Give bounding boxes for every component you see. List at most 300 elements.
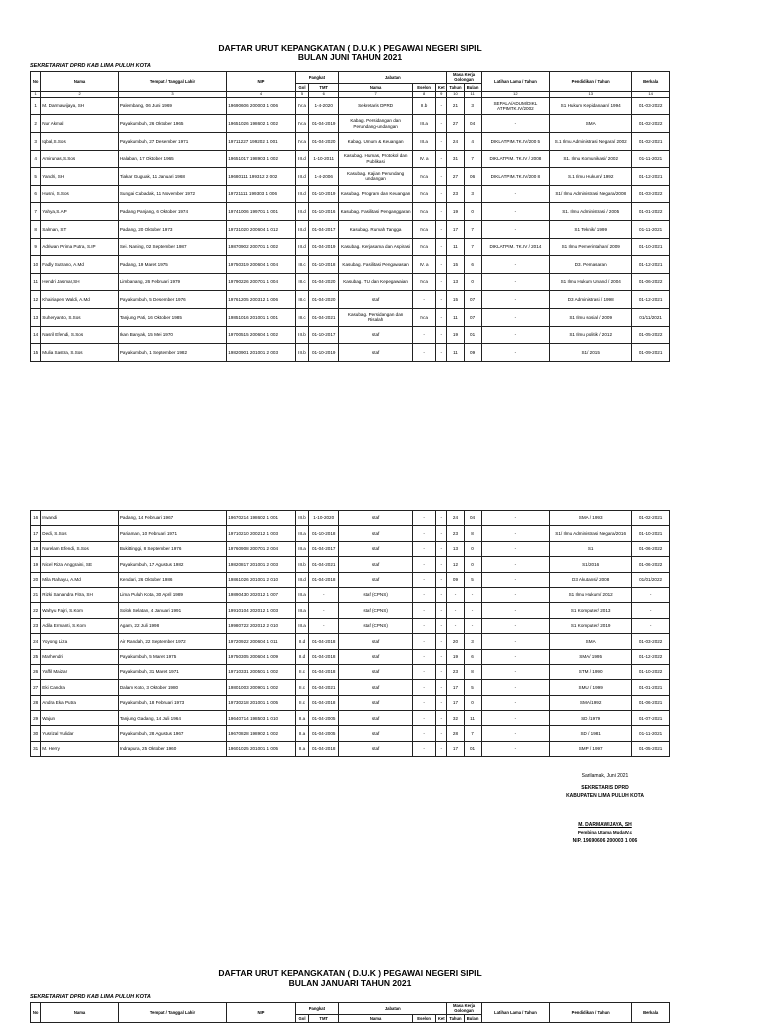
cell-tahun: - bbox=[447, 618, 464, 633]
cell-tmt: 01-04-2018 bbox=[309, 649, 339, 664]
cell-ttl: Pariaman, 10 Februari 1971 bbox=[118, 526, 226, 541]
cell-bulan: 0 bbox=[464, 273, 481, 291]
cell-bulan: 01 bbox=[464, 326, 481, 344]
cell-ket: - bbox=[436, 572, 447, 587]
cell-bulan: 0 bbox=[464, 695, 481, 710]
cell-latihan: - bbox=[481, 115, 549, 133]
table-row bbox=[31, 256, 670, 274]
cell-ttl: Palembang, 06 Juni 1969 bbox=[118, 97, 226, 115]
cell-jabatan: staf (CPNS) bbox=[339, 587, 413, 602]
cell-eselon: - bbox=[413, 649, 436, 664]
cell-berkala: 01-12-2021 bbox=[632, 291, 670, 309]
cell-ket: - bbox=[436, 326, 447, 344]
table-row bbox=[31, 203, 670, 221]
header-ket: Ket bbox=[436, 83, 447, 91]
cell-no: 23 bbox=[31, 618, 41, 633]
cell-gol: II.c bbox=[295, 695, 309, 710]
cell-jabatan: Kasubag. Kerjasama dan Aspirasi bbox=[339, 238, 413, 256]
cell-jabatan: staf bbox=[339, 680, 413, 695]
cell-bulan: 09 bbox=[464, 344, 481, 362]
cell-eselon: III.a bbox=[413, 133, 436, 151]
document-period: BULAN JUNI TAHUN 2021 bbox=[297, 52, 403, 62]
cell-ttl: Indrapura, 25 Oktober 1960 bbox=[118, 741, 226, 756]
cell-nama: Adila Ermanti, S.Kom bbox=[41, 618, 119, 633]
cell-gol: II.c bbox=[295, 664, 309, 679]
cell-no: 19 bbox=[31, 557, 41, 572]
cell-bulan: 3 bbox=[464, 634, 481, 649]
header-jabatan: Jabatan bbox=[339, 1003, 447, 1015]
table-row bbox=[31, 603, 670, 618]
cell-berkala: 01/01/2022 bbox=[632, 572, 670, 587]
cell-bulan: 3 bbox=[464, 97, 481, 115]
cell-no: 14 bbox=[31, 326, 41, 344]
cell-bulan: 0 bbox=[464, 541, 481, 556]
cell-berkala: 01-05-2021 bbox=[632, 741, 670, 756]
cell-bulan: 07 bbox=[464, 308, 481, 326]
cell-jabatan: Kasubag. Persidangan dan Risalah bbox=[339, 308, 413, 326]
cell-gol: III.d bbox=[295, 220, 309, 238]
header-masa-kerja: Masa Kerja Golongan bbox=[447, 72, 481, 84]
cell-nip: 19801003 200901 1 002 bbox=[227, 680, 295, 695]
cell-latihan: - bbox=[481, 273, 549, 291]
cell-pendidikan: S1 Ilmu sosial / 2009 bbox=[550, 308, 632, 326]
cell-tmt: 01-10-2019 bbox=[309, 185, 339, 203]
cell-latihan: DIKLATPIM.TK.IV/200 8 bbox=[481, 168, 549, 186]
signature-name: M. DARMAWIJAYA, SH bbox=[578, 822, 632, 828]
cell-nama: Yahya,S.AP bbox=[41, 203, 119, 221]
cell-berkala: 01-06-2022 bbox=[632, 541, 670, 556]
cell-bulan: - bbox=[464, 618, 481, 633]
cell-tahun: 24 bbox=[447, 133, 464, 151]
cell-pendidikan: S1 Komputer/ 2019 bbox=[550, 618, 632, 633]
cell-tmt: 01-10-2019 bbox=[309, 344, 339, 362]
cell-nama: Amirunas,S.Sos bbox=[41, 150, 119, 168]
cell-nip: 19820817 201001 2 003 bbox=[227, 557, 295, 572]
cell-gol: III.c bbox=[295, 308, 309, 326]
header-jabatan-nama: Nama bbox=[339, 1014, 413, 1022]
cell-nama: Nicel Riza Anggraini, SE bbox=[41, 557, 119, 572]
cell-eselon: II.b bbox=[413, 97, 436, 115]
cell-nama: Husni, S.Sos bbox=[41, 185, 119, 203]
cell-ttl: Air Randah, 22 September 1972 bbox=[118, 634, 226, 649]
cell-nip: 19601025 201001 1 005 bbox=[227, 741, 295, 756]
cell-jabatan: staf bbox=[339, 572, 413, 587]
cell-gol: III.d bbox=[295, 572, 309, 587]
cell-no: 20 bbox=[31, 572, 41, 587]
cell-latihan: - bbox=[481, 726, 549, 741]
cell-latihan: - bbox=[481, 680, 549, 695]
cell-bulan: 3 bbox=[464, 185, 481, 203]
cell-latihan: - bbox=[481, 695, 549, 710]
cell-berkala: 01-09-2021 bbox=[632, 344, 670, 362]
cell-eselon: IV. a bbox=[413, 150, 436, 168]
cell-ket: - bbox=[436, 587, 447, 602]
cell-ket: - bbox=[436, 511, 447, 526]
cell-jabatan: Kasubag. Rumah Tangga bbox=[339, 220, 413, 238]
cell-jabatan: Kasubag. Fasilitasi Penganggaran bbox=[339, 203, 413, 221]
cell-nama: Nasril Efendi, S.Sos bbox=[41, 326, 119, 344]
cell-pendidikan: SMU / 1999 bbox=[550, 680, 632, 695]
cell-nama: Yusrizal Yulidar bbox=[41, 726, 119, 741]
column-number: 12 bbox=[481, 91, 549, 97]
duk-table-3-header bbox=[30, 1002, 670, 1023]
cell-nip: 19640714 198503 1 010 bbox=[227, 711, 295, 726]
cell-jabatan: staf (CPNS) bbox=[339, 603, 413, 618]
cell-tahun: 23 bbox=[447, 526, 464, 541]
cell-bulan: 5 bbox=[464, 572, 481, 587]
cell-jabatan: Kasubag. Humas, Protokol dan Publikasi bbox=[339, 150, 413, 168]
cell-bulan: 8 bbox=[464, 526, 481, 541]
cell-latihan: - bbox=[481, 185, 549, 203]
cell-nip: 19741006 199701 1 001 bbox=[227, 203, 295, 221]
header-ttl: Tempat / Tanggal Lahir bbox=[118, 72, 226, 92]
table-row bbox=[31, 220, 670, 238]
cell-eselon: - bbox=[413, 741, 436, 756]
cell-nip: 19750319 200604 1 004 bbox=[227, 256, 295, 274]
cell-latihan: - bbox=[481, 587, 549, 602]
column-number: 8 bbox=[413, 91, 436, 97]
cell-jabatan: staf (CPNS) bbox=[339, 618, 413, 633]
duk-table-2 bbox=[30, 510, 670, 757]
cell-jabatan: staf bbox=[339, 541, 413, 556]
cell-tmt: 1-10-2020 bbox=[309, 511, 339, 526]
cell-latihan: - bbox=[481, 741, 549, 756]
cell-gol: III.c bbox=[295, 273, 309, 291]
cell-eselon: III.a bbox=[413, 115, 436, 133]
cell-jabatan: staf bbox=[339, 326, 413, 344]
cell-pendidikan: S1 Ilmu Hukum/ 2012 bbox=[550, 587, 632, 602]
cell-bulan: 5 bbox=[464, 680, 481, 695]
cell-nama: Mila Rahayu, A.Md bbox=[41, 572, 119, 587]
cell-eselon: - bbox=[413, 726, 436, 741]
cell-nama: Dedi, S.Sos bbox=[41, 526, 119, 541]
cell-gol: IV.a bbox=[295, 97, 309, 115]
cell-tahun: 11 bbox=[447, 238, 464, 256]
table-row bbox=[31, 185, 670, 203]
header-eselon: Eselon bbox=[413, 83, 436, 91]
cell-ttl: Ikan Banyak, 15 Mei 1970 bbox=[118, 326, 226, 344]
cell-latihan: DIKLATPIM. TK.IV / 2014 bbox=[481, 238, 549, 256]
cell-nama: Adriwan Prima Putra, S.IP bbox=[41, 238, 119, 256]
header-gol: Gol bbox=[295, 1014, 309, 1022]
cell-pendidikan: S1/ Ilmu Administrasi Negara/2016 bbox=[550, 526, 632, 541]
cell-nip: 19680111 199312 2 002 bbox=[227, 168, 295, 186]
table-row bbox=[31, 726, 670, 741]
table-row bbox=[31, 541, 670, 556]
cell-berkala: 01-02-2021 bbox=[632, 133, 670, 151]
cell-bulan: 7 bbox=[464, 150, 481, 168]
cell-tahun: 23 bbox=[447, 185, 464, 203]
header-nip: NIP bbox=[227, 72, 295, 92]
cell-nama: Iqbal,S.Sos bbox=[41, 133, 119, 151]
cell-eselon: - bbox=[413, 587, 436, 602]
cell-pendidikan: D3 Administrasi / 1998 bbox=[550, 291, 632, 309]
cell-jabatan: staf bbox=[339, 649, 413, 664]
cell-pendidikan: D3 Akutansi/ 2008 bbox=[550, 572, 632, 587]
cell-nip: 19761205 200312 1 006 bbox=[227, 291, 295, 309]
cell-ket: - bbox=[436, 291, 447, 309]
table-row bbox=[31, 634, 670, 649]
column-number: 10 bbox=[447, 91, 464, 97]
cell-ttl: Padang, 20 Oktober 1973 bbox=[118, 220, 226, 238]
cell-gol: III.b bbox=[295, 511, 309, 526]
table-row bbox=[31, 680, 670, 695]
cell-ttl: Dalam Koto, 3 Oktober 1980 bbox=[118, 680, 226, 695]
column-number: 14 bbox=[632, 91, 670, 97]
cell-tmt: - bbox=[309, 618, 339, 633]
cell-tahun: 15 bbox=[447, 256, 464, 274]
cell-pendidikan: S1 Hukum Kepidanaan/ 1994 bbox=[550, 97, 632, 115]
cell-berkala: 01-11-2021 bbox=[632, 726, 670, 741]
cell-ket: - bbox=[436, 238, 447, 256]
cell-no: 13 bbox=[31, 308, 41, 326]
cell-no: 9 bbox=[31, 238, 41, 256]
cell-pendidikan: SMA / 1993 bbox=[550, 511, 632, 526]
cell-jabatan: Kabag. Umum & Keuangan bbox=[339, 133, 413, 151]
cell-latihan: - bbox=[481, 557, 549, 572]
cell-pendidikan: S1/ 2015 bbox=[550, 344, 632, 362]
cell-eselon: IV.a bbox=[413, 168, 436, 186]
cell-ttl: Tanjung Pati, 16 Oktober 1985 bbox=[118, 308, 226, 326]
cell-no: 26 bbox=[31, 664, 41, 679]
cell-no: 17 bbox=[31, 526, 41, 541]
cell-latihan: SEPALA/ADUM/DIKL ATPIMTK.IV/2002 bbox=[481, 97, 549, 115]
cell-latihan: - bbox=[481, 572, 549, 587]
cell-berkala: 01-11-2021 bbox=[632, 150, 670, 168]
cell-no: 30 bbox=[31, 726, 41, 741]
cell-latihan: - bbox=[481, 291, 549, 309]
header-eselon: Eselon bbox=[413, 1014, 436, 1022]
signature-place-date: Sarilamak, Juni 2021 bbox=[581, 773, 629, 779]
cell-berkala: 01-11-2021 bbox=[632, 220, 670, 238]
cell-nip: 19820901 201001 2 003 bbox=[227, 344, 295, 362]
cell-jabatan: staf bbox=[339, 664, 413, 679]
cell-tmt: 01-10-2017 bbox=[309, 326, 339, 344]
cell-no: 22 bbox=[31, 603, 41, 618]
cell-tmt: 01-04-2005 bbox=[309, 726, 339, 741]
header-gol: Gol bbox=[295, 83, 309, 91]
cell-nama: Nur Akmal bbox=[41, 115, 119, 133]
cell-ttl: Payakumbuh, 5 Desember 1976 bbox=[118, 291, 226, 309]
cell-jabatan: Kabag. Persidangan dan Perundang-undangan bbox=[339, 115, 413, 133]
table-row bbox=[31, 326, 670, 344]
cell-bulan: 6 bbox=[464, 649, 481, 664]
cell-no: 15 bbox=[31, 344, 41, 362]
cell-nip: 19721111 199303 1 006 bbox=[227, 185, 295, 203]
cell-nama: Rizki Sanandra Fitra, SH bbox=[41, 587, 119, 602]
cell-bulan: 04 bbox=[464, 115, 481, 133]
header-masa-kerja: Masa Kerja Golongan bbox=[447, 1003, 481, 1015]
cell-bulan: 6 bbox=[464, 256, 481, 274]
cell-pendidikan: SMA/1992 bbox=[550, 695, 632, 710]
cell-jabatan: staf bbox=[339, 526, 413, 541]
cell-no: 1 bbox=[31, 97, 41, 115]
cell-no: 25 bbox=[31, 649, 41, 664]
cell-gol: III.d bbox=[295, 185, 309, 203]
cell-ket: - bbox=[436, 168, 447, 186]
cell-berkala: - bbox=[632, 603, 670, 618]
cell-ket: - bbox=[436, 557, 447, 572]
cell-tahun: 09 bbox=[447, 572, 464, 587]
cell-no: 11 bbox=[31, 273, 41, 291]
cell-bulan: 7 bbox=[464, 238, 481, 256]
cell-pendidikan: S1 Ilmu Hukum Unand / 2004 bbox=[550, 273, 632, 291]
cell-eselon: IV.a bbox=[413, 238, 436, 256]
cell-berkala: - bbox=[632, 587, 670, 602]
table-row bbox=[31, 115, 670, 133]
cell-latihan: - bbox=[481, 618, 549, 633]
cell-ket: - bbox=[436, 741, 447, 756]
cell-jabatan: staf bbox=[339, 695, 413, 710]
cell-ket: - bbox=[436, 150, 447, 168]
cell-eselon: IV.a bbox=[413, 220, 436, 238]
cell-tmt: 01-04-2018 bbox=[309, 634, 339, 649]
cell-pendidikan: STM / 1990 bbox=[550, 664, 632, 679]
cell-bulan: 8 bbox=[464, 664, 481, 679]
cell-ket: - bbox=[436, 634, 447, 649]
cell-berkala: 01-10-2021 bbox=[632, 238, 670, 256]
table-row bbox=[31, 649, 670, 664]
cell-latihan: - bbox=[481, 603, 549, 618]
cell-jabatan: Sekretaris DPRD bbox=[339, 97, 413, 115]
table-row bbox=[31, 168, 670, 186]
cell-eselon: - bbox=[413, 511, 436, 526]
cell-ttl: Tiakar Guguak, 11 Januari 1968 bbox=[118, 168, 226, 186]
cell-gol: III.b bbox=[295, 344, 309, 362]
cell-ttl: Payakumbuh, 18 Februari 1973 bbox=[118, 695, 226, 710]
cell-eselon: - bbox=[413, 695, 436, 710]
document-period-2: BULAN JANUARI TAHUN 2021 bbox=[288, 978, 412, 988]
header-pendidikan: Pendidikan / Tahun bbox=[550, 72, 632, 92]
cell-no: 10 bbox=[31, 256, 41, 274]
cell-ttl: Payakumbuh, 27 Desember 1971 bbox=[118, 133, 226, 151]
cell-pendidikan: S.1 Ilmu Hukum/ 1992 bbox=[550, 168, 632, 186]
cell-gol: III.a bbox=[295, 526, 309, 541]
cell-nip: 19910104 202012 1 003 bbox=[227, 603, 295, 618]
cell-berkala: 01-06-2022 bbox=[632, 273, 670, 291]
cell-gol: II.a bbox=[295, 726, 309, 741]
header-tahun: Tahun bbox=[447, 83, 464, 91]
table-row bbox=[31, 741, 670, 756]
table-row bbox=[31, 97, 670, 115]
cell-bulan: 04 bbox=[464, 511, 481, 526]
cell-tmt: 01-10-2016 bbox=[309, 203, 339, 221]
cell-latihan: - bbox=[481, 711, 549, 726]
cell-nama: Marhendri bbox=[41, 649, 119, 664]
cell-ttl: Payakumbuh, 28 Agustus 1967 bbox=[118, 726, 226, 741]
cell-nama: Yaffil Maizar bbox=[41, 664, 119, 679]
header-nama: Nama bbox=[41, 72, 119, 92]
cell-pendidikan: SMA bbox=[550, 634, 632, 649]
cell-no: 27 bbox=[31, 680, 41, 695]
document-title: DAFTAR URUT KEPANGKATAN ( D.U.K ) PEGAWAI NEGERI SIPIL bbox=[218, 43, 482, 53]
cell-ket: - bbox=[436, 203, 447, 221]
cell-nip: 19750305 200604 1 009 bbox=[227, 649, 295, 664]
cell-tmt: 01-04-2019 bbox=[309, 238, 339, 256]
cell-pendidikan: S1. Ilmu Komunikasi/ 2002 bbox=[550, 150, 632, 168]
cell-bulan: 07 bbox=[464, 291, 481, 309]
cell-jabatan: staf bbox=[339, 726, 413, 741]
cell-nip: 19790226 200701 1 004 bbox=[227, 273, 295, 291]
cell-eselon: - bbox=[413, 541, 436, 556]
cell-ket: - bbox=[436, 664, 447, 679]
cell-nama: Hendri Jasmar,SH bbox=[41, 273, 119, 291]
cell-gol: III.d bbox=[295, 203, 309, 221]
cell-latihan: DIKLATPIM.TK.IV/200 5 bbox=[481, 133, 549, 151]
cell-latihan: - bbox=[481, 634, 549, 649]
cell-nama: Mulia Sastra, S.Sos bbox=[41, 344, 119, 362]
cell-no: 6 bbox=[31, 185, 41, 203]
cell-nip: 19710331 200501 1 002 bbox=[227, 664, 295, 679]
cell-berkala: 01-01-2021 bbox=[632, 680, 670, 695]
cell-ttl: Limbanang, 26 Februari 1979 bbox=[118, 273, 226, 291]
table-row bbox=[31, 664, 670, 679]
cell-jabatan: staf bbox=[339, 344, 413, 362]
cell-berkala: 01-05-2022 bbox=[632, 326, 670, 344]
signature-role: SEKRETARIS DPRD bbox=[581, 785, 629, 791]
cell-tahun: 23 bbox=[447, 664, 464, 679]
cell-gol: II.c bbox=[295, 680, 309, 695]
cell-tmt: 01-04-2018 bbox=[309, 741, 339, 756]
cell-jabatan: staf bbox=[339, 711, 413, 726]
cell-bulan: 0 bbox=[464, 203, 481, 221]
cell-eselon: - bbox=[413, 634, 436, 649]
cell-ttl: Halaban, 17 Oktober 1965 bbox=[118, 150, 226, 168]
cell-latihan: - bbox=[481, 308, 549, 326]
cell-tahun: 19 bbox=[447, 326, 464, 344]
document-page bbox=[30, 0, 670, 1024]
cell-berkala: 01-06-2022 bbox=[632, 557, 670, 572]
cell-nip: 19711227 199202 1 001 bbox=[227, 133, 295, 151]
cell-tahun: - bbox=[447, 587, 464, 602]
cell-pendidikan: S1 Ilmu politik / 2012 bbox=[550, 326, 632, 344]
duk-table-1 bbox=[30, 71, 670, 362]
cell-nip: 19730218 201001 1 005 bbox=[227, 695, 295, 710]
column-number: 7 bbox=[339, 91, 413, 97]
cell-gol: III.b bbox=[295, 326, 309, 344]
table-row bbox=[31, 273, 670, 291]
cell-ket: - bbox=[436, 220, 447, 238]
cell-nip: 19700515 200604 1 002 bbox=[227, 326, 295, 344]
cell-berkala: 01-07-2021 bbox=[632, 711, 670, 726]
header-tahun: Tahun bbox=[447, 1014, 464, 1022]
header-jabatan-nama: Nama bbox=[339, 83, 413, 91]
cell-ket: - bbox=[436, 256, 447, 274]
cell-tahun: 21 bbox=[447, 97, 464, 115]
signature-rank: Pembina Utama MudaIV.c bbox=[577, 830, 633, 835]
cell-tmt: 01-04-2017 bbox=[309, 541, 339, 556]
cell-bulan: 7 bbox=[464, 726, 481, 741]
cell-ttl: Sei. Naning, 02 September 1987 bbox=[118, 238, 226, 256]
cell-tahun: 17 bbox=[447, 220, 464, 238]
cell-ttl: Tanjung Gadang, 14 Juli 1964 bbox=[118, 711, 226, 726]
cell-jabatan: staf bbox=[339, 557, 413, 572]
cell-pendidikan: S1 Ilmu Pemerintahan/ 2009 bbox=[550, 238, 632, 256]
cell-berkala: 01-12-2022 bbox=[632, 649, 670, 664]
table-row bbox=[31, 711, 670, 726]
cell-ket: - bbox=[436, 273, 447, 291]
cell-bulan: 0 bbox=[464, 557, 481, 572]
cell-berkala: 01-06-2021 bbox=[632, 695, 670, 710]
cell-nama: Wajun bbox=[41, 711, 119, 726]
table-row bbox=[31, 695, 670, 710]
cell-ket: - bbox=[436, 649, 447, 664]
cell-ttl: Payakumbuh, 1 September 1982 bbox=[118, 344, 226, 362]
cell-eselon: IV.a bbox=[413, 185, 436, 203]
cell-pendidikan: S1 bbox=[550, 541, 632, 556]
cell-nip: 19851016 201001 1 001 bbox=[227, 308, 295, 326]
institution-label: SEKRETARIAT DPRD KAB LIMA PULUH KOTA bbox=[30, 63, 151, 69]
